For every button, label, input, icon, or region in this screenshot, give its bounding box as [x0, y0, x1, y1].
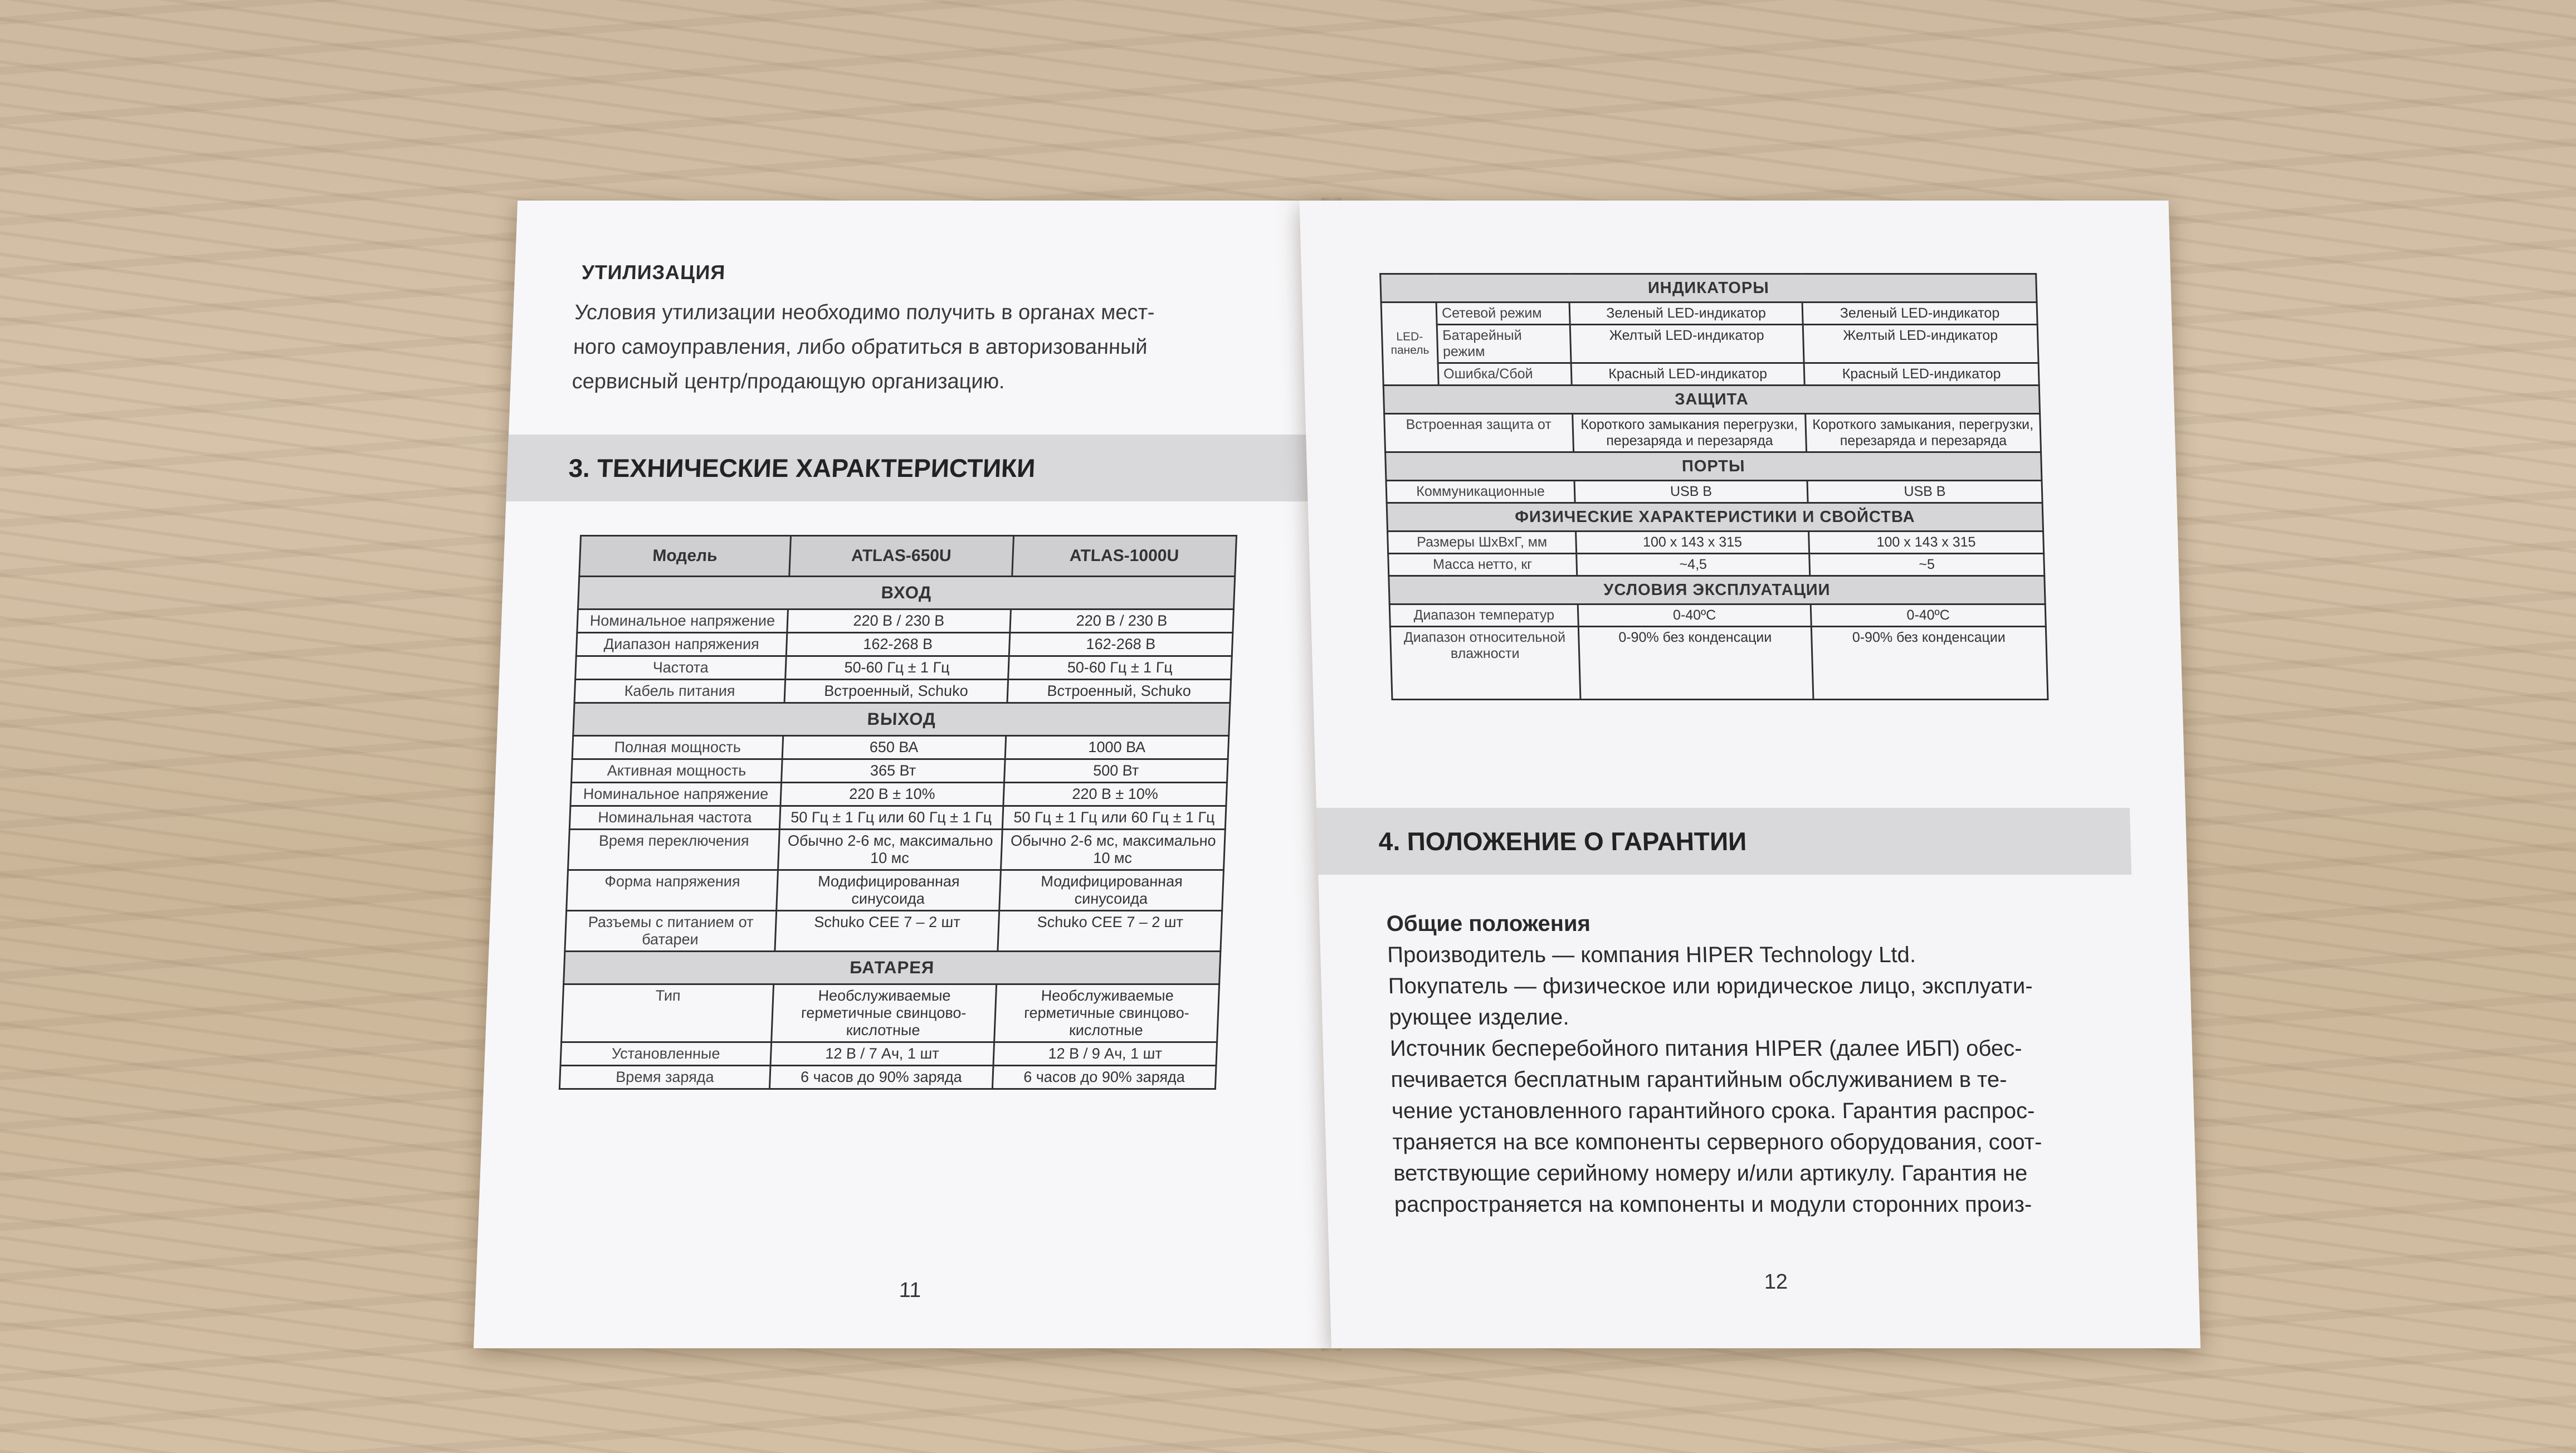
row-value-650: 12 В / 7 Ач, 1 шт: [770, 1042, 994, 1066]
row-value-1000: Schuko CEE 7 – 2 шт: [998, 911, 1222, 952]
warranty-text: [1387, 939, 2044, 1220]
row-value-1000: Модифицированная синусоида: [999, 870, 1223, 911]
warranty-line: траняется на все компоненты серверного оборудования, соот-: [1392, 1130, 2042, 1154]
group-title-output: ВЫХОД: [573, 703, 1230, 736]
row-value-650: 50 Гц ± 1 Гц или 60 Гц ± 1 Гц: [779, 806, 1003, 830]
row-label: Диапазон температур: [1389, 604, 1578, 627]
row-value-650: 6 часов до 90% заряда: [769, 1066, 993, 1089]
row-label: Время переключения: [568, 830, 779, 870]
row-label: Диапазон напряжения: [576, 633, 787, 656]
table-row: [572, 759, 1228, 783]
row-value-1000: 162-268 В: [1009, 633, 1233, 656]
group-title-physical: ФИЗИЧЕСКИЕ ХАРАКТЕРИСТИКИ И СВОЙСТВА: [1387, 503, 2043, 532]
group-title-input: ВХОД: [578, 577, 1235, 610]
table-row: [1389, 604, 2046, 627]
warranty-line: рующее изделие.: [1388, 1005, 1569, 1030]
row-value-1000: ~5: [1809, 554, 2045, 576]
spec-table-right: [1379, 273, 2048, 700]
row-value-1000: 500 Вт: [1004, 759, 1228, 783]
row-value-650: 220 В ± 10%: [780, 783, 1004, 806]
page-number-right: 12: [1764, 1270, 1788, 1294]
row-label: Кабель питания: [574, 680, 785, 703]
row-value-650: 0-90% без конденсации: [1578, 627, 1813, 700]
table-row: [568, 830, 1225, 870]
row-value-650: Schuko CEE 7 – 2 шт: [774, 911, 999, 952]
disposal-line: сервисный центр/продающую организацию.: [571, 370, 1006, 393]
disposal-line: ного самоуправления, либо обратиться в авторизованный: [573, 335, 1148, 359]
table-row: [1384, 414, 2041, 452]
row-label: Разъемы с питанием от батареи: [565, 911, 776, 952]
row-label: Установленные: [560, 1042, 771, 1066]
row-value-650: Короткого замыкания перегрузки, перезаряда и перезаряда: [1573, 414, 1807, 452]
row-value-650: 365 Вт: [781, 759, 1005, 783]
table-row: [572, 736, 1229, 759]
table-row: [1386, 481, 2042, 503]
table-header-row: [579, 536, 1237, 577]
row-value-1000: 0-90% без конденсации: [1811, 627, 2048, 700]
table-row: [575, 656, 1232, 680]
row-value-1000: Обычно 2-6 мс, максимально 10 мс: [1001, 830, 1225, 870]
table-row: [559, 1066, 1216, 1089]
row-value-1000: 220 В / 230 В: [1010, 610, 1234, 633]
disposal-line: Условия утилизации необходимо получить в органах мест-: [574, 301, 1155, 324]
row-label: Полная мощность: [572, 736, 783, 759]
row-label: Ошибка/Сбой: [1438, 363, 1572, 386]
table-row: [1388, 532, 2044, 554]
warranty-subheading: Общие положения: [1386, 911, 1591, 936]
row-label: Время заряда: [559, 1066, 770, 1089]
row-label: Масса нетто, кг: [1388, 554, 1577, 576]
group-title-protection: ЗАЩИТА: [1383, 386, 2040, 414]
disposal-heading: УТИЛИЗАЦИЯ: [581, 261, 726, 284]
row-value-1000: Красный LED-индикатор: [1804, 363, 2039, 386]
header-model: Модель: [579, 536, 791, 577]
row-value-1000: 12 В / 9 Ач, 1 шт: [993, 1042, 1217, 1066]
right-page: [1299, 201, 2201, 1348]
row-label: Тип: [562, 984, 774, 1042]
row-value-650: Необслуживаемые герметичные свинцово-кислотные: [771, 984, 996, 1042]
row-label: Частота: [575, 656, 786, 680]
row-value-1000: Необслуживаемые герметичные свинцово-кислотные: [994, 984, 1219, 1042]
row-value-1000: 50 Гц ± 1 Гц или 60 Гц ± 1 Гц: [1002, 806, 1226, 830]
left-page: [474, 201, 1375, 1348]
table-row: [560, 1042, 1217, 1066]
table-row: [567, 870, 1224, 911]
warranty-line: ветствующие серийному номеру и/или артикулу. Гарантия не: [1393, 1161, 2028, 1186]
warranty-line: печивается бесплатным гарантийным обслуживанием в те-: [1390, 1067, 2008, 1092]
spec-table-left: [559, 535, 1237, 1090]
row-value-650: Модифицированная синусоида: [776, 870, 1001, 911]
warranty-line: Источник бесперебойного питания HIPER (далее ИБП) обес-: [1389, 1036, 2023, 1061]
row-value-1000: 50-60 Гц ± 1 Гц: [1008, 656, 1232, 680]
row-value-1000: Встроенный, Schuko: [1007, 680, 1231, 703]
row-label: Форма напряжения: [567, 870, 778, 911]
table-row: [1381, 303, 2037, 325]
row-value-1000: 220 В ± 10%: [1003, 783, 1227, 806]
row-value-1000: Зеленый LED-индикатор: [1802, 303, 2037, 325]
row-label: Номинальное напряжение: [577, 610, 788, 633]
row-label: Батарейный режим: [1437, 325, 1571, 363]
row-value-650: 100 x 143 x 315: [1576, 532, 1809, 554]
row-value-1000: 1000 ВА: [1005, 736, 1229, 759]
table-row: [574, 680, 1231, 703]
row-value-650: 0-40ºС: [1578, 604, 1811, 627]
table-row: [1390, 627, 2048, 700]
table-row: [569, 806, 1226, 830]
table-row: [576, 633, 1233, 656]
section-title-warranty: 4. ПОЛОЖЕНИЕ О ГАРАНТИИ: [1316, 808, 2131, 875]
group-title-indicators: ИНДИКАТОРЫ: [1380, 274, 2037, 303]
row-value-650: Встроенный, Schuko: [784, 680, 1008, 703]
row-value-650: Обычно 2-6 мс, максимально 10 мс: [778, 830, 1002, 870]
row-label: Коммуникационные: [1386, 481, 1575, 503]
section-title-specs: 3. ТЕХНИЧЕСКИЕ ХАРАКТЕРИСТИКИ: [506, 435, 1367, 501]
row-label: Встроенная защита от: [1384, 414, 1574, 452]
table-row: [562, 984, 1219, 1042]
table-row: [1382, 325, 2038, 363]
row-value-650: 220 В / 230 В: [787, 610, 1011, 633]
disposal-text: [571, 295, 1155, 399]
row-label: Активная мощность: [572, 759, 782, 783]
row-value-650: Желтый LED-индикатор: [1570, 325, 1804, 363]
group-title-battery: БАТАРЕЯ: [564, 952, 1221, 984]
row-label: Номинальное напряжение: [570, 783, 781, 806]
page-number-left: 11: [899, 1279, 922, 1302]
row-label: Сетевой режим: [1436, 303, 1570, 325]
row-value-1000: Желтый LED-индикатор: [1803, 325, 2038, 363]
row-label: Номинальная частота: [569, 806, 780, 830]
warranty-line: распространяется на компоненты и модули сторонних произ-: [1394, 1192, 2032, 1217]
row-value-650: ~4,5: [1577, 554, 1810, 576]
row-value-1000: 6 часов до 90% заряда: [992, 1066, 1216, 1089]
group-title-ports: ПОРТЫ: [1385, 452, 2042, 481]
row-value-650: Зеленый LED-индикатор: [1569, 303, 1803, 325]
table-row: [577, 610, 1234, 633]
warranty-line: чение установленного гарантийного срока. Гарантия распрос-: [1391, 1099, 2035, 1123]
table-row: [570, 783, 1227, 806]
row-value-1000: Короткого замыкания, перегрузки, перезаряда и перезаряда: [1806, 414, 2041, 452]
row-value-650: 50-60 Гц ± 1 Гц: [785, 656, 1009, 680]
header-atlas-650u: ATLAS-650U: [789, 536, 1013, 577]
row-value-650: Красный LED-индикатор: [1571, 363, 1804, 386]
row-value-650: 650 ВА: [782, 736, 1006, 759]
table-row: [1383, 363, 2039, 386]
warranty-line: Производитель — компания HIPER Technology Ltd.: [1387, 943, 1916, 967]
row-value-1000: 0-40ºС: [1811, 604, 2046, 627]
header-atlas-1000u: ATLAS-1000U: [1012, 536, 1237, 577]
group-title-operating: УСЛОВИЯ ЭКСПЛУАТАЦИИ: [1389, 576, 2045, 604]
row-value-650: USB B: [1574, 481, 1808, 503]
warranty-line: Покупатель — физическое или юридическое лицо, эксплуати-: [1388, 974, 2033, 998]
row-value-1000: 100 x 143 x 315: [1808, 532, 2043, 554]
row-label: Размеры ШхВхГ, мм: [1388, 532, 1577, 554]
row-label: Диапазон относительной влажности: [1390, 627, 1580, 700]
row-value-650: 162-268 В: [786, 633, 1010, 656]
led-panel-label: LED-панель: [1381, 303, 1438, 386]
row-value-1000: USB B: [1807, 481, 2042, 503]
table-row: [565, 911, 1222, 952]
table-row: [1388, 554, 2045, 576]
